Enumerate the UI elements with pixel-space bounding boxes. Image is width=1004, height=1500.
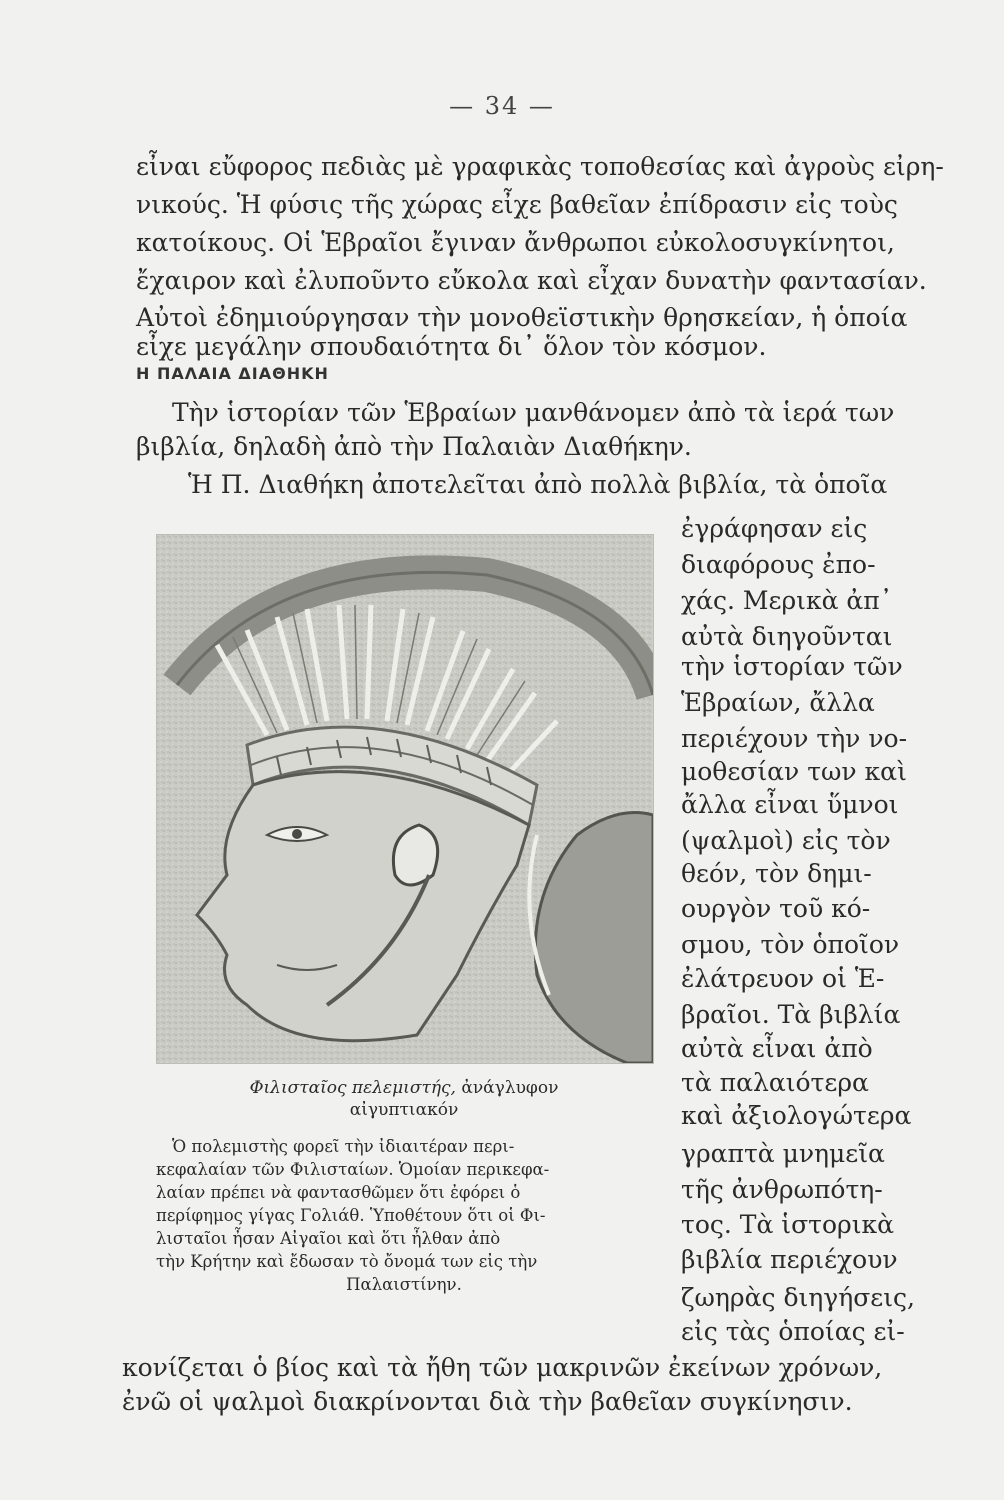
column-line: ἄλλα εἶναι ὕμνοι [681,790,899,819]
closing-line: ἐνῶ οἱ ψαλμοὶ διακρίνονται διὰ τὴν βαθεῖαν συγκίνησιν. [122,1387,853,1416]
column-line: ζωηρὰς διηγήσεις, [681,1283,915,1312]
column-line: τῆς ἀνθρωπότη- [681,1175,883,1204]
caption-line: Ὁ πολεμιστὴς φορεῖ τὴν ἰδιαιτέραν περι- [172,1137,515,1156]
column-line: χάς. Μερικὰ ἀπ᾽ [681,586,893,615]
column-line: τὰ παλαιότερα [681,1068,869,1097]
column-line: γραπτὰ μνημεῖα [681,1139,885,1168]
section-line: Τὴν ἱστορίαν τῶν Ἑβραίων μανθάνομεν ἀπὸ τὰ ἱερά των [172,398,895,427]
relief-illustration [156,534,654,1064]
figure-caption-subtitle: αἰγυπτιακόν [349,1100,459,1120]
figure-caption-title [156,1078,652,1098]
column-line: τὴν ἱστορίαν τῶν [681,652,903,681]
column-line: εἰς τὰς ὁποίας εἰ- [681,1317,905,1346]
column-line: καὶ ἀξιολογώτερα [681,1101,912,1130]
intro-line: εἶναι εὔφορος πεδιὰς μὲ γραφικὰς τοποθεσίας καὶ ἀγροὺς εἰρη- [136,152,944,181]
page-number: — 34 — [449,92,555,120]
intro-line: νικούς. Ἡ φύσις τῆς χώρας εἶχε βαθεῖαν ἐπίδρασιν εἰς τοὺς [136,190,898,219]
caption-line: λαίαν πρέπει νὰ φαντασθῶμεν ὅτι ἐφόρει ὁ [156,1183,521,1202]
caption-title-italic: Φιλισταῖος πελεμιστής, [249,1078,456,1098]
caption-line: κεφαλαίαν τῶν Φιλισταίων. Ὁμοίαν περικεφα- [156,1160,550,1179]
caption-line: Παλαιστίνην. [346,1275,462,1294]
column-line: (ψαλμοὶ) εἰς τὸν [681,826,891,855]
intro-line: ἔχαιρον καὶ ἐλυποῦντο εὔκολα καὶ εἶχαν δυνατὴν φαντασίαν. [136,266,927,295]
column-line: αὐτὰ εἶναι ἀπὸ [681,1034,873,1063]
column-line: σμου, τὸν ὁποῖον [681,930,900,959]
column-line: ἐλάτρευον οἱ Ἑ- [681,964,885,993]
column-line: ουργὸν τοῦ κό- [681,894,871,923]
column-line: αὐτὰ διηγοῦνται [681,622,893,651]
caption-line: λισταῖοι ἦσαν Αἰγαῖοι καὶ ὅτι ἦλθαν ἀπὸ [156,1229,501,1248]
section-heading: Η ΠΑΛΑΙΑ ΔΙΑΘΗΚΗ [136,364,329,383]
philistine-warrior-relief-image [157,535,653,1063]
column-line: θεόν, τὸν δημι- [681,859,872,888]
caption-line: τὴν Κρήτην καὶ ἔδωσαν τὸ ὄνομά των εἰς τὴν [156,1252,538,1271]
section-line: Ἡ Π. Διαθήκη ἀποτελεῖται ἀπὸ πολλὰ βιβλία, τὰ ὁποῖα [188,470,888,499]
closing-line: κονίζεται ὁ βίος καὶ τὰ ἤθη τῶν μακρινῶν ἐκείνων χρόνων, [122,1353,883,1382]
column-line: βραῖοι. Τὰ βιβλία [681,1000,901,1029]
section-line: βιβλία, δηλαδὴ ἀπὸ τὴν Παλαιὰν Διαθήκην. [136,432,692,461]
column-line: τος. Τὰ ἱστορικὰ [681,1210,895,1239]
intro-line: Αὐτοὶ ἐδημιούργησαν τὴν μονοθεϊστικὴν θρησκείαν, ἡ ὁποία [136,303,908,332]
intro-line: κατοίκους. Οἱ Ἑβραῖοι ἔγιναν ἄνθρωποι εὐκολοσυγκίνητοι, [136,228,895,257]
column-line: διαφόρους ἐπο- [681,550,876,579]
column-line: Ἑβραίων, ἄλλα [681,688,875,717]
caption-line: περίφημος γίγας Γολιάθ. Ὑποθέτουν ὅτι οἱ Φι- [156,1206,546,1225]
column-line: περιέχουν τὴν νο- [681,724,908,753]
intro-line: εἶχε μεγάλην σπουδαιότητα δι᾽ ὅλον τὸν κόσμον. [136,332,767,361]
caption-title-rest: ἀνάγλυφον [455,1078,559,1098]
column-line: βιβλία περιέχουν [681,1245,898,1274]
column-line: μοθεσίαν των καὶ [681,757,907,786]
column-line: ἐγράφησαν εἰς [681,514,868,543]
